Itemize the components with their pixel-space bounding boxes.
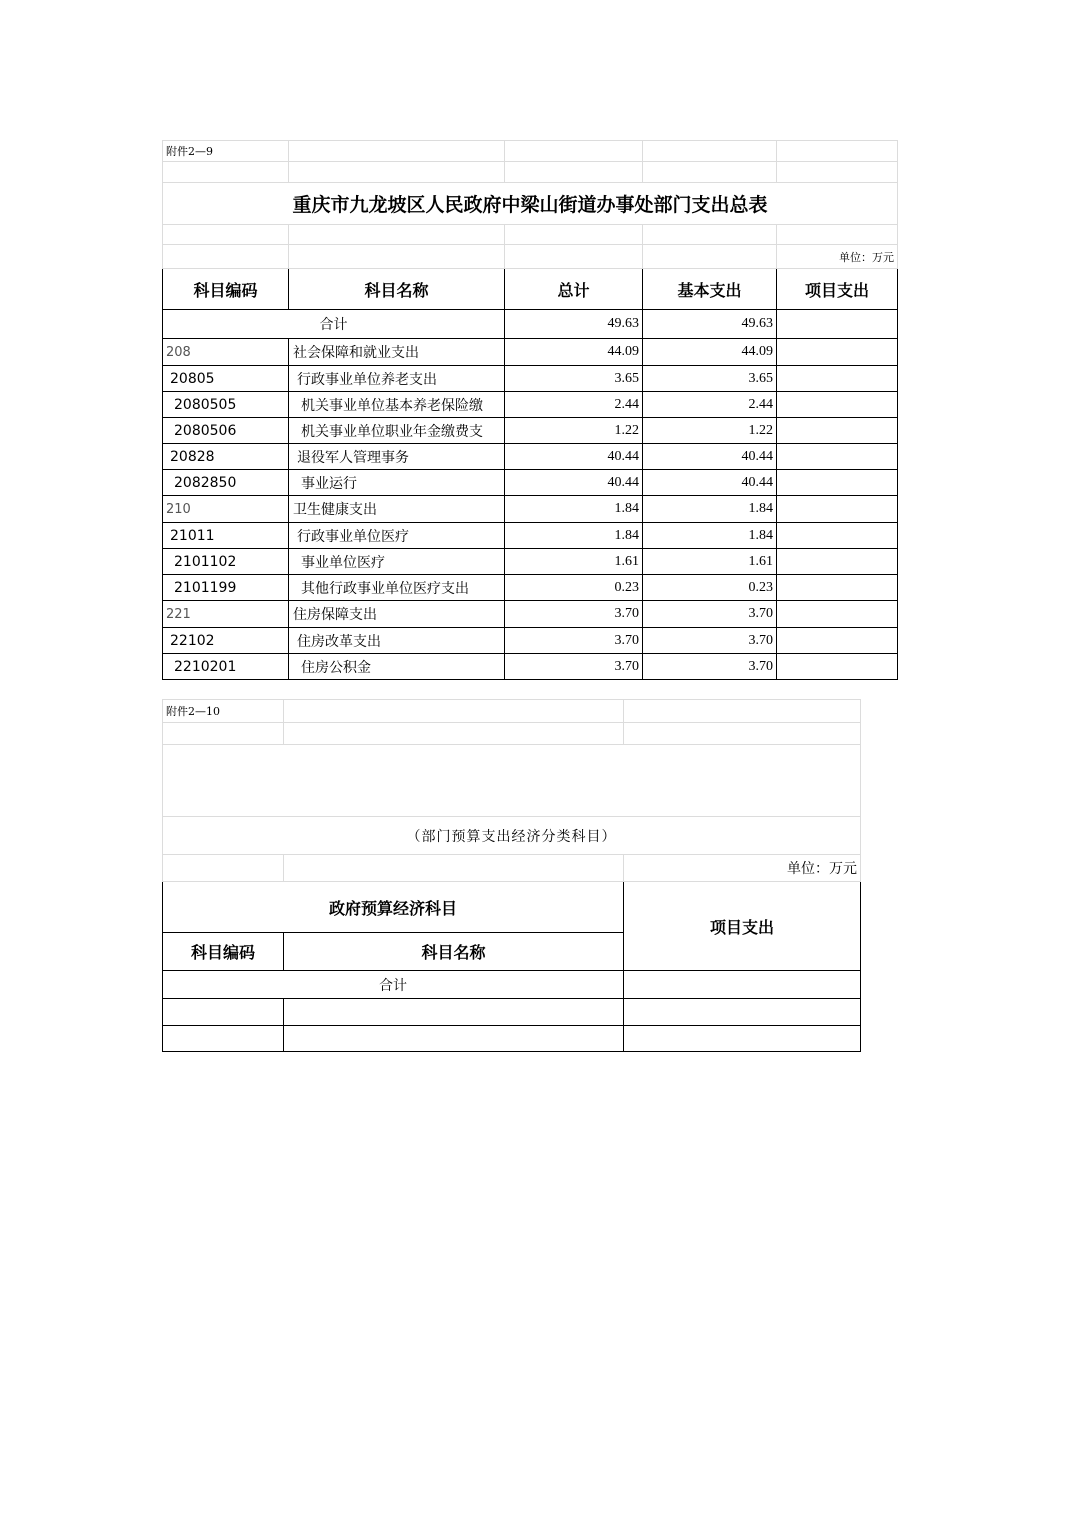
header-code: 科目编码	[163, 269, 289, 310]
row-total: 0.23	[505, 575, 643, 601]
table-row	[163, 523, 898, 549]
row-total: 1.61	[505, 549, 643, 575]
table-row	[163, 470, 898, 496]
table-row	[163, 654, 898, 680]
row-code: 2082850	[163, 470, 289, 496]
row-project	[777, 339, 898, 366]
row-name: 行政事业单位养老支出	[289, 366, 505, 392]
row-code: 2080506	[163, 418, 289, 444]
row-project	[777, 366, 898, 392]
table-row	[163, 366, 898, 392]
total-project	[624, 971, 861, 999]
table-row	[163, 601, 898, 628]
row-code: 221	[163, 601, 289, 628]
row-project	[777, 654, 898, 680]
row-total: 3.70	[505, 601, 643, 628]
row-name: 其他行政事业单位医疗支出	[289, 575, 505, 601]
row-project	[777, 470, 898, 496]
header-code: 科目编码	[163, 933, 284, 971]
row-project	[777, 601, 898, 628]
table-row	[163, 1026, 861, 1052]
row-total: 40.44	[505, 444, 643, 470]
table-row	[163, 999, 861, 1026]
row-basic: 1.61	[643, 549, 777, 575]
total-label: 合计	[163, 971, 624, 999]
total-sum: 49.63	[505, 310, 643, 339]
row-code: 21011	[163, 523, 289, 549]
row-code: 22102	[163, 628, 289, 654]
table-row	[163, 575, 898, 601]
row-total: 1.84	[505, 523, 643, 549]
subtitle: （部门预算支出经济分类科目）	[163, 817, 861, 855]
attachment-label: 附件2—9	[163, 141, 289, 162]
header-name: 科目名称	[284, 933, 624, 971]
header-total: 总计	[505, 269, 643, 310]
header-project: 项目支出	[624, 882, 861, 971]
row-basic: 44.09	[643, 339, 777, 366]
total-project	[777, 310, 898, 339]
header-basic: 基本支出	[643, 269, 777, 310]
row-basic: 1.84	[643, 523, 777, 549]
row-project	[777, 418, 898, 444]
row-total: 3.65	[505, 366, 643, 392]
row-total: 44.09	[505, 339, 643, 366]
row-total: 3.70	[505, 654, 643, 680]
table-row	[163, 418, 898, 444]
table-row	[163, 444, 898, 470]
row-project	[777, 575, 898, 601]
row-name: 住房保障支出	[289, 601, 505, 628]
header-name: 科目名称	[289, 269, 505, 310]
row-basic: 3.70	[643, 628, 777, 654]
row-code: 20828	[163, 444, 289, 470]
row-basic: 3.70	[643, 654, 777, 680]
row-basic: 3.70	[643, 601, 777, 628]
row-code: 2080505	[163, 392, 289, 418]
row-name: 机关事业单位职业年金缴费支	[289, 418, 505, 444]
table-row	[163, 549, 898, 575]
row-code: 2101102	[163, 549, 289, 575]
row-project	[777, 628, 898, 654]
row-basic: 0.23	[643, 575, 777, 601]
row-name: 社会保障和就业支出	[289, 339, 505, 366]
row-name: 事业单位医疗	[289, 549, 505, 575]
row-basic: 40.44	[643, 470, 777, 496]
row-name: 事业运行	[289, 470, 505, 496]
total-label: 合计	[163, 310, 505, 339]
header-economic-subject: 政府预算经济科目	[163, 882, 624, 933]
row-name: 住房改革支出	[289, 628, 505, 654]
row-total: 40.44	[505, 470, 643, 496]
row-project	[777, 549, 898, 575]
row-code: 210	[163, 496, 289, 523]
row-basic: 1.84	[643, 496, 777, 523]
page-title: 重庆市九龙坡区人民政府中梁山街道办事处部门支出总表	[163, 183, 898, 225]
row-total: 1.84	[505, 496, 643, 523]
economic-classification-table	[162, 699, 861, 1052]
row-project	[777, 523, 898, 549]
row-project	[777, 444, 898, 470]
header-project: 项目支出	[777, 269, 898, 310]
row-basic: 2.44	[643, 392, 777, 418]
row-name: 机关事业单位基本养老保险缴	[289, 392, 505, 418]
row-total: 1.22	[505, 418, 643, 444]
row-name: 卫生健康支出	[289, 496, 505, 523]
table-row	[163, 339, 898, 366]
row-code: 2101199	[163, 575, 289, 601]
expenditure-summary-table	[162, 140, 898, 680]
row-basic: 40.44	[643, 444, 777, 470]
table-row	[163, 392, 898, 418]
row-name: 行政事业单位医疗	[289, 523, 505, 549]
attachment-label: 附件2—10	[163, 700, 284, 723]
row-code: 208	[163, 339, 289, 366]
row-project	[777, 392, 898, 418]
unit-label: 单位：万元	[777, 245, 898, 269]
table-row	[163, 628, 898, 654]
total-basic: 49.63	[643, 310, 777, 339]
row-project	[777, 496, 898, 523]
row-code: 20805	[163, 366, 289, 392]
row-name: 住房公积金	[289, 654, 505, 680]
row-total: 3.70	[505, 628, 643, 654]
row-name: 退役军人管理事务	[289, 444, 505, 470]
row-code: 2210201	[163, 654, 289, 680]
unit-label: 单位：万元	[624, 855, 861, 882]
row-basic: 1.22	[643, 418, 777, 444]
table-row	[163, 496, 898, 523]
row-basic: 3.65	[643, 366, 777, 392]
row-total: 2.44	[505, 392, 643, 418]
